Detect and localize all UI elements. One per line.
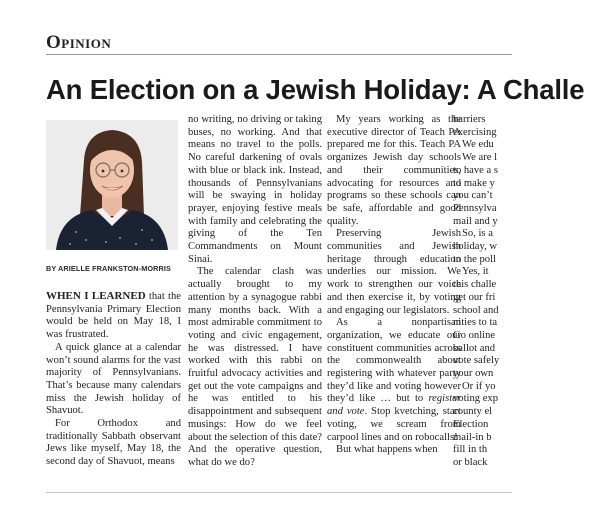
line: So, is a — [462, 228, 493, 240]
paragraph — [327, 317, 461, 444]
line: Or if yo — [462, 380, 496, 392]
line: fill in th — [453, 444, 488, 456]
paragraph: But what happens when — [336, 444, 438, 456]
line: Go online — [453, 329, 496, 341]
author-byline: BY ARIELLE FRANKSTON-MORRIS — [46, 264, 171, 273]
line: mail and y — [453, 215, 498, 227]
line: your own — [453, 368, 494, 380]
article-column-2 — [188, 114, 322, 470]
line: Yes, it — [462, 266, 489, 278]
paragraph: A quick glance at a calendar won’t sound alarms for the vast majority of Pennsylvanians. That’s because many calendars miss the Jewish holiday of Shavuot. — [46, 341, 181, 417]
article-column-4-cropped — [453, 114, 593, 470]
line: to the poll — [453, 253, 496, 265]
line: to make y — [453, 177, 495, 189]
line: to have a s — [453, 164, 499, 176]
section-title: Opinion — [46, 32, 112, 53]
line: ballot and — [453, 342, 496, 354]
page-bottom-divider — [46, 492, 512, 493]
lead-in: WHEN I LEARNED — [46, 290, 146, 302]
article-headline: An Election on a Jewish Holiday: A Challe — [46, 74, 585, 105]
paragraph: no writing, no driving or taking buses, no working. And that means no travel to the polls. No careful darkening of ovals with blue or black ink. Instead, thousands of Pennsylvanians will be swaying in holiday prayer, enjoying festive meals with family and celebrating the giving of the Ten Commandments on Mount Sinai. — [188, 114, 322, 265]
line: nities to ta — [453, 317, 498, 329]
line: get our fri — [453, 291, 496, 303]
line: We edu — [462, 139, 494, 151]
line: holiday, w — [453, 241, 498, 253]
article-column-3 — [327, 114, 461, 457]
paragraph: For Orthodox and traditionally Sabbath observant Jews like myself, May 18, the second day of Shavuot, means — [46, 418, 181, 468]
line: this challe — [453, 279, 497, 291]
line: you can’t — [453, 190, 493, 202]
line: Election — [453, 418, 489, 430]
author-photo — [46, 120, 178, 250]
line: We are l — [462, 152, 498, 164]
line: county el — [453, 406, 493, 418]
line: school and — [453, 304, 499, 316]
line: voting exp — [453, 393, 499, 405]
paragraph: The calendar clash was actually brought to my attention by a synagogue rabbi many months back. With a most admirable commitment to voting and civic engagement, he was distressed. I have worked with this rabbi on fruitful advocacy activities and get out the vote campaigns and he was entitled to his disappointment and subsequent musings: How do we feel about the selection of this date? And the operative question, what do we do? — [188, 266, 322, 468]
line: Pennsylva — [453, 202, 497, 214]
paragraph-text: that the Pennsylvania Primary Election would be held on May 18, I was frustrated. — [46, 291, 181, 341]
line: mail-in b — [453, 431, 492, 443]
paragraph: Preserving Jewish communities and Jewish heritage through education underlies our mission. We work to strengthen our voice and then exercise it, by voting and engaging our legislators. — [327, 228, 461, 316]
paragraph — [46, 290, 181, 342]
line: vote safely — [453, 355, 500, 367]
line: barriers — [453, 114, 486, 125]
paragraph: My years working as the executive director of Teach PA prepared me for this. Teach PA organizes Jewish day schools and their communities, advocating for resources and programs so these schools can be safe, affordable and good quality. — [327, 114, 461, 227]
author-portrait-image — [46, 120, 178, 250]
line: or black — [453, 456, 488, 468]
paragraph-text: . Stop kvetching, start voting, we scream from carpool lines and on robocalls! — [327, 406, 461, 443]
section-divider — [46, 54, 512, 55]
emphasis-text: register and vote — [327, 393, 461, 418]
line: exercising — [453, 126, 497, 138]
article-column-1 — [46, 290, 181, 469]
paragraph-text: As a nonpartisan organization, we educate our constituent communities across the commonwealth about registering with whatever party they’d like and voting however they’d like … but to — [327, 317, 461, 405]
